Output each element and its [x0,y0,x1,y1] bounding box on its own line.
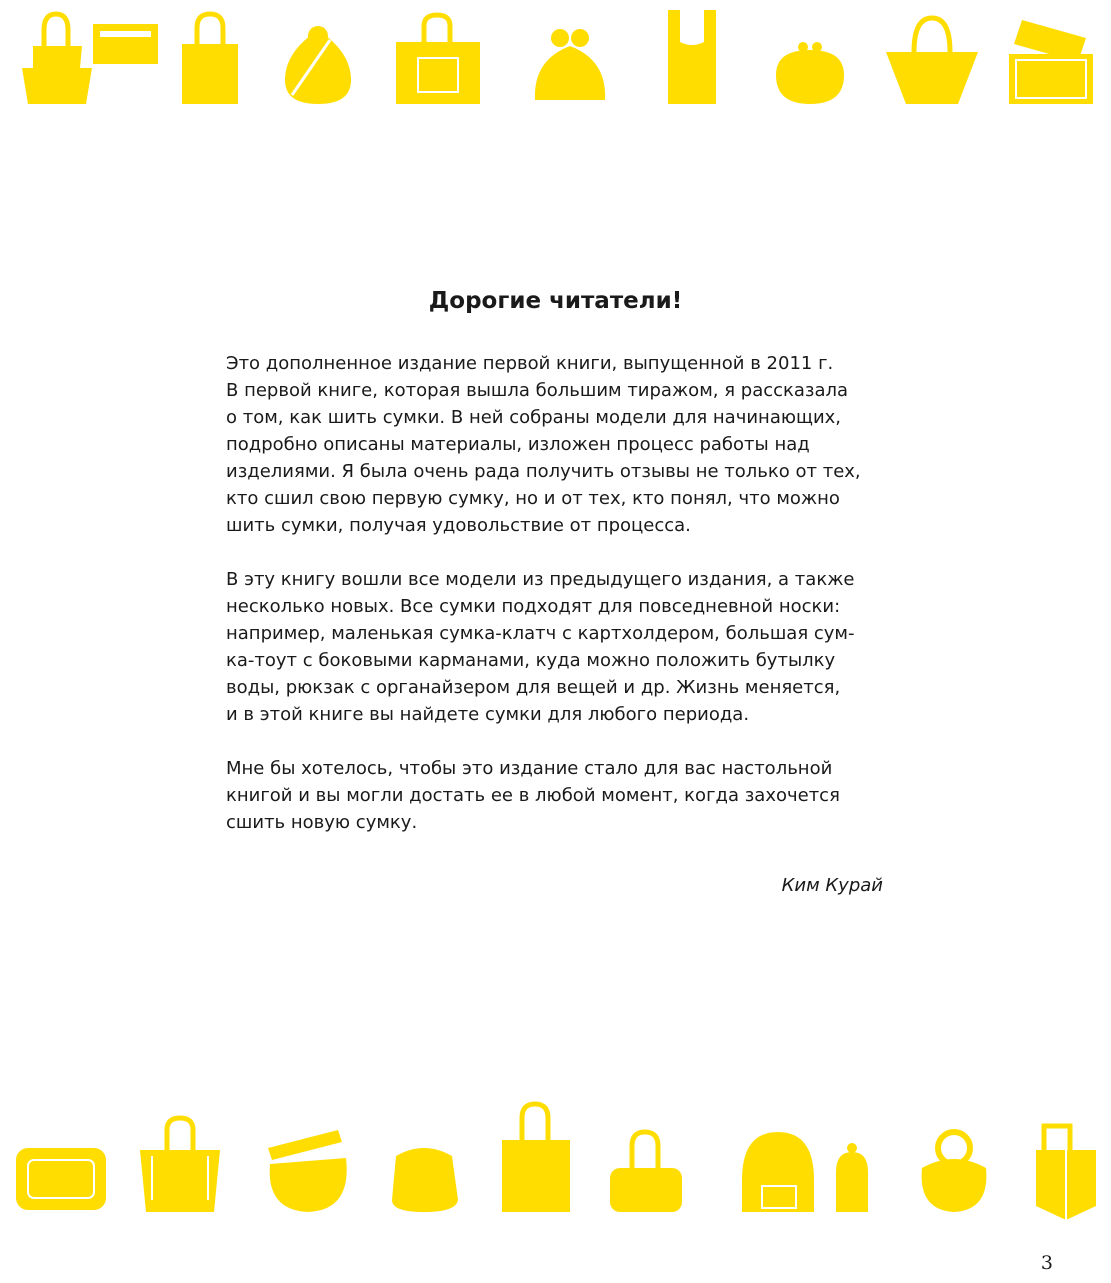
tote-bag-icon [22,14,92,104]
text-line: например, маленькая сумка-клатч с картхолдером, большая сум- [226,623,855,644]
text-line: подробно описаны материалы, изложен процесс работы над [226,434,810,455]
text-line: и в этой книге вы найдете сумки для любого периода. [226,704,750,725]
text-line: В первой книге, которая вышла большим тиражом, я рассказала [226,380,849,401]
text-line: несколько новых. Все сумки подходят для повседневной носки: [226,596,841,617]
text-line: книгой и вы могли достать ее в любой момент, когда захочется [226,785,840,806]
gusset-tote-icon [1036,1126,1096,1220]
square-tote-icon [396,15,480,104]
duffel-bag-icon [610,1132,682,1212]
bottom-bag-decoration [0,1098,1111,1228]
page-title: Дорогие читатели! [428,288,683,314]
tote-bag-icon [182,14,238,104]
text-line: изделиями. Я была очень рада получить отзывы не только от тех, [226,461,861,482]
tote-bag-icon [140,1118,220,1212]
basket-bag-icon [886,18,978,104]
coin-purse-icon [776,42,844,104]
paragraph [226,350,886,539]
page-number: 3 [1040,1252,1053,1274]
backpack-icon [742,1132,814,1212]
text-line: сшить новую сумку. [226,812,418,833]
text-line: кто сшил свою первую сумку, но и от тех, кто понял, что можно [226,488,840,509]
zipper-tote-icon [1009,20,1093,104]
text-line: В эту книгу вошли все модели из предыдущего издания, а также [226,569,855,590]
text-line: ка-тоут с боковыми карманами, куда можно положить бутылку [226,650,836,671]
text-line: шить сумки, получая удовольствие от процесса. [226,515,691,536]
paragraph [226,755,886,836]
pouch-icon [16,1148,106,1210]
text-line: Это дополненное издание первой книги, выпущенной в 2011 г. [226,353,834,374]
text-line: воды, рюкзак с органайзером для вещей и др. Жизнь меняется, [226,677,841,698]
clutch-icon [93,24,158,64]
text-line: о том, как шить сумки. В ней собраны модели для начинающих, [226,407,842,428]
author-signature: Ким Курай [781,875,883,896]
letter-body [226,350,886,863]
mini-backpack-icon [836,1143,868,1212]
top-bag-decoration [0,0,1111,112]
round-handle-bag-icon [922,1132,987,1212]
furoshiki-bag-icon [285,26,351,104]
flat-tote-icon [502,1104,570,1212]
shopping-bag-icon [668,10,716,104]
drawstring-pouch-icon [392,1148,458,1212]
text-line: Мне бы хотелось, чтобы это издание стало для вас настольной [226,758,833,779]
paragraph [226,566,886,728]
knot-bag-icon [535,29,605,100]
messenger-bag-icon [268,1130,347,1212]
